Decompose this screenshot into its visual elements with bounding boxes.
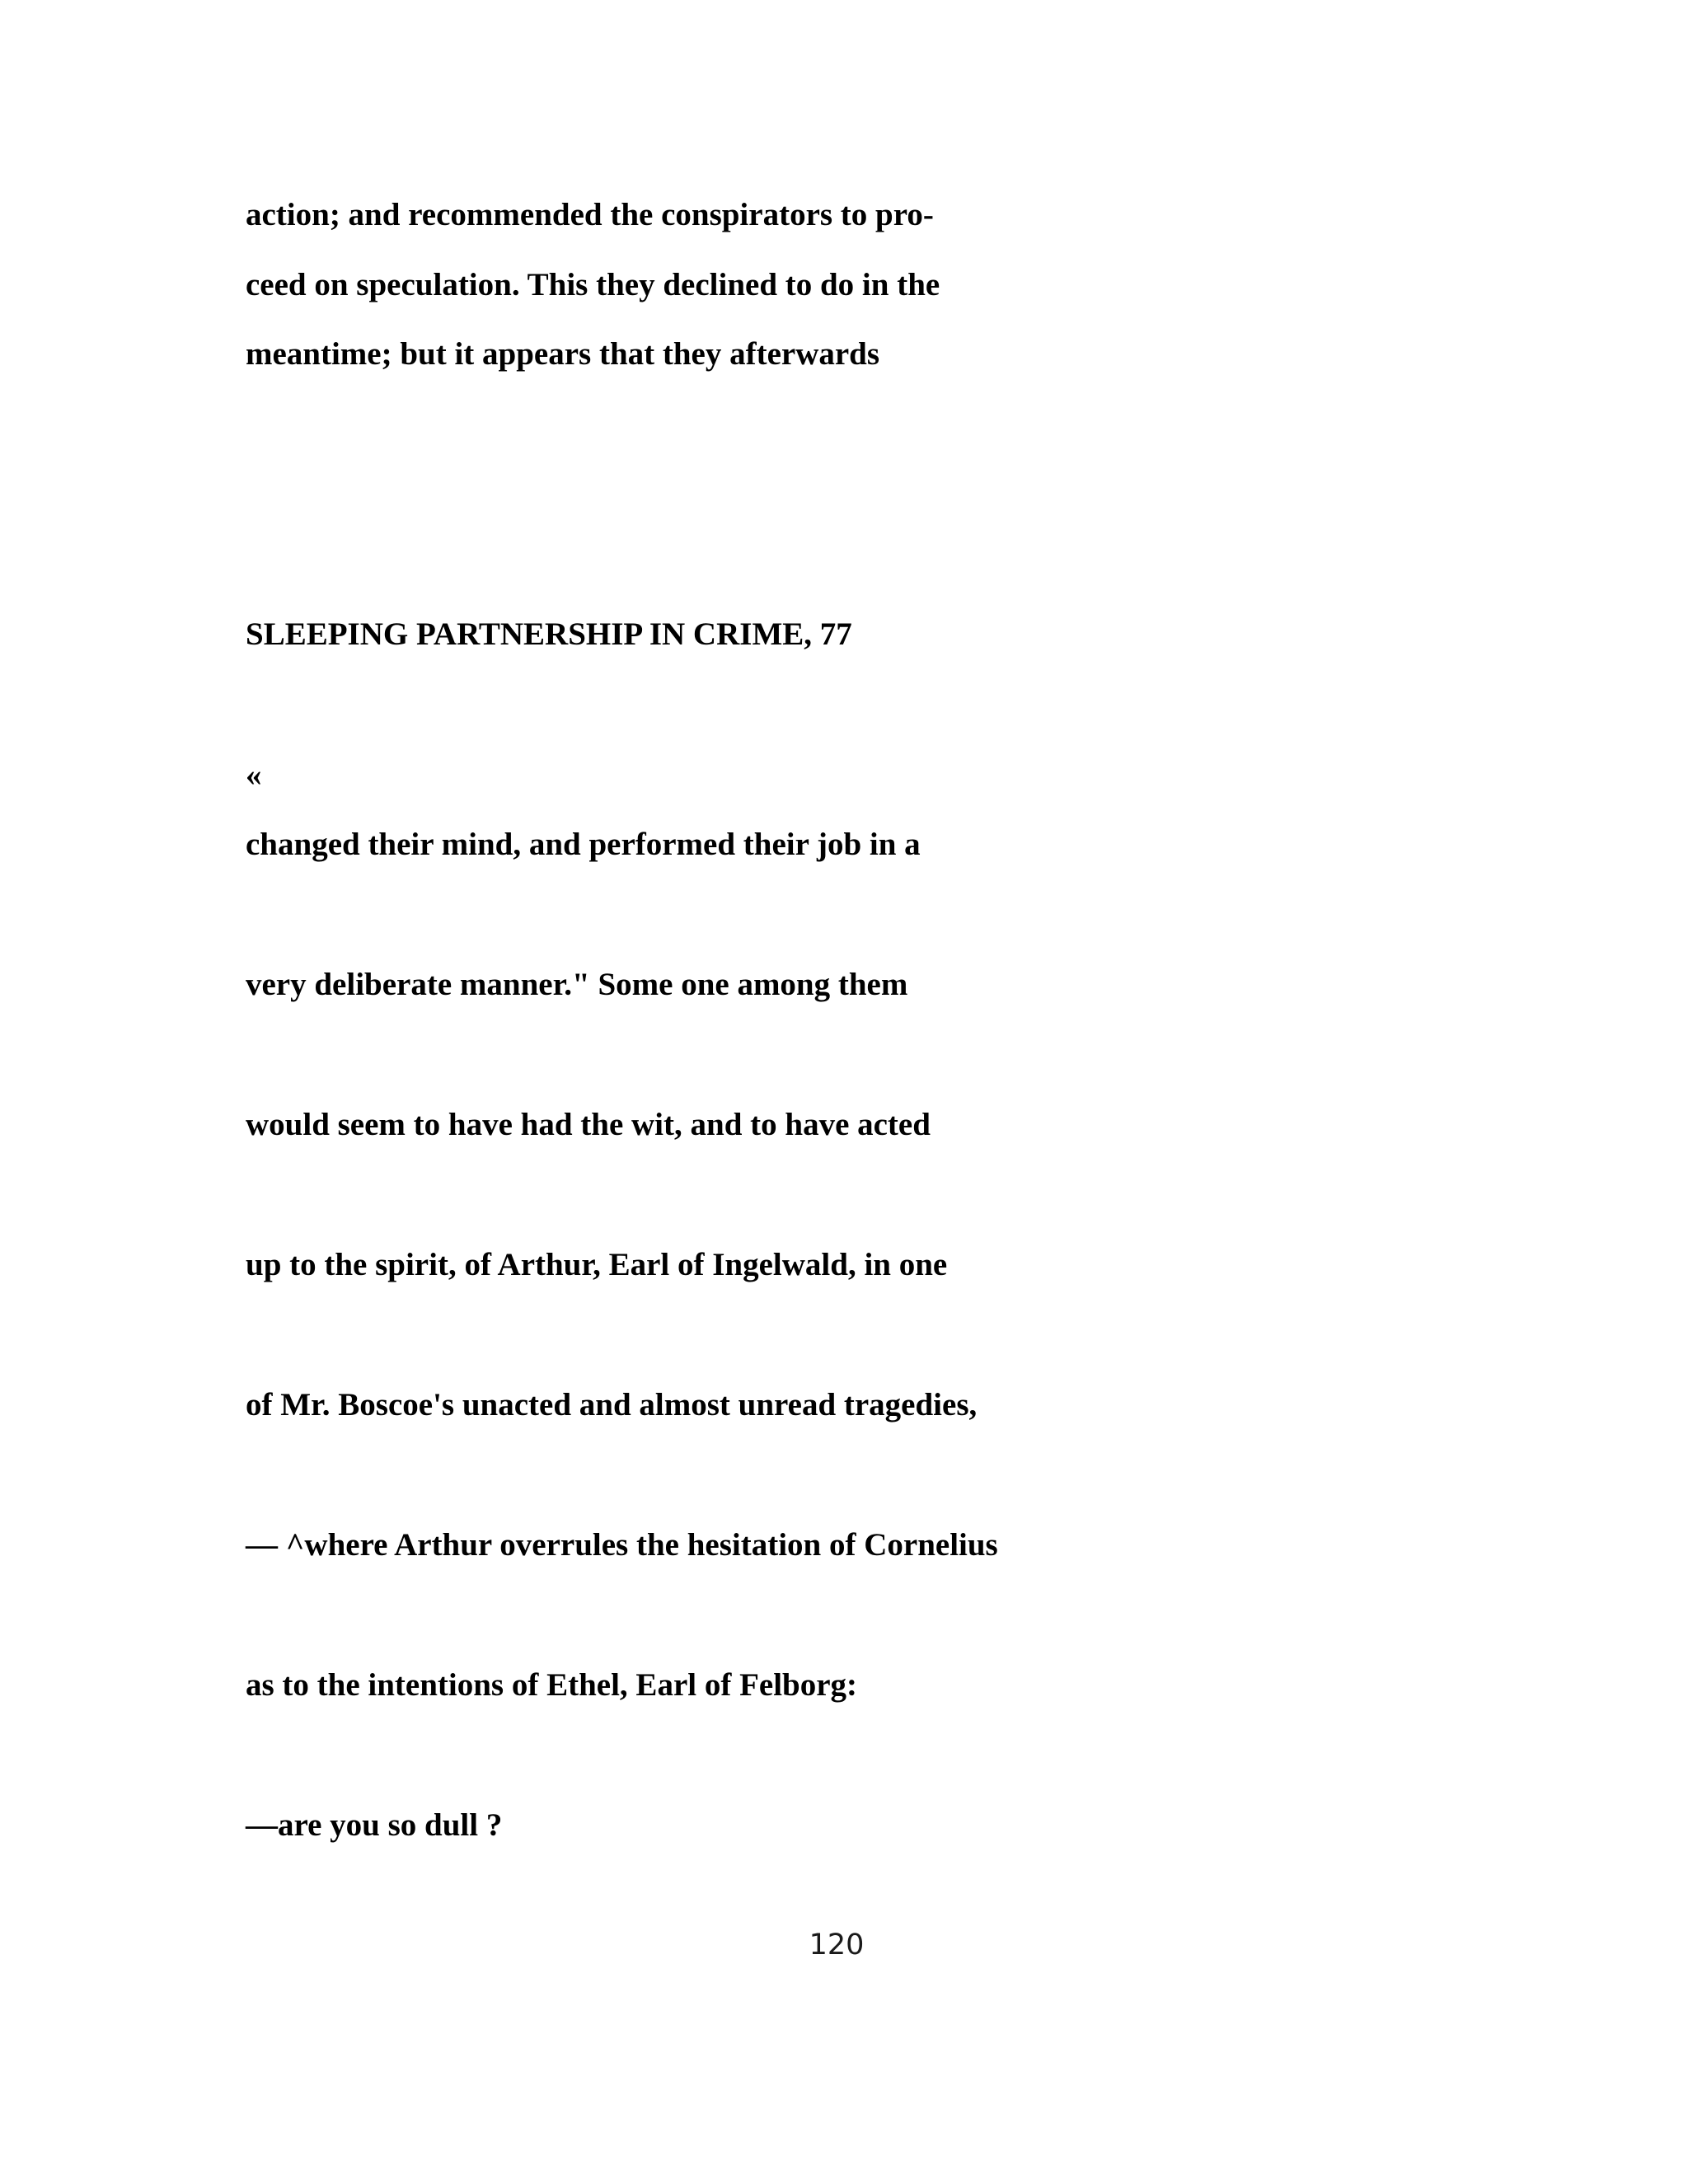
text-line: —are you so dull ? xyxy=(246,1807,503,1843)
text-line: action; and recommended the conspirators to pro- xyxy=(246,197,934,232)
page-number: 120 xyxy=(809,1929,865,1961)
text-line: — ^where Arthur overrules the hesitation of Cornelius xyxy=(246,1527,998,1563)
text-line: as to the intentions of Ethel, Earl of Felborg: xyxy=(246,1667,858,1703)
running-header: SLEEPING PARTNERSHIP IN CRIME, 77 xyxy=(246,616,852,652)
text-line: changed their mind, and performed their job in a xyxy=(246,827,921,862)
text-line: ceed on speculation. This they declined to do in the xyxy=(246,267,940,302)
text-line: up to the spirit, of Arthur, Earl of Ingelwald, in one xyxy=(246,1247,948,1282)
text-line: would seem to have had the wit, and to have acted xyxy=(246,1107,931,1142)
text-line: very deliberate manner." Some one among them xyxy=(246,967,908,1002)
stray-mark: « xyxy=(246,757,262,793)
text-line: of Mr. Boscoe's unacted and almost unread tragedies, xyxy=(246,1387,978,1422)
text-line: meantime; but it appears that they afterwards xyxy=(246,336,880,372)
